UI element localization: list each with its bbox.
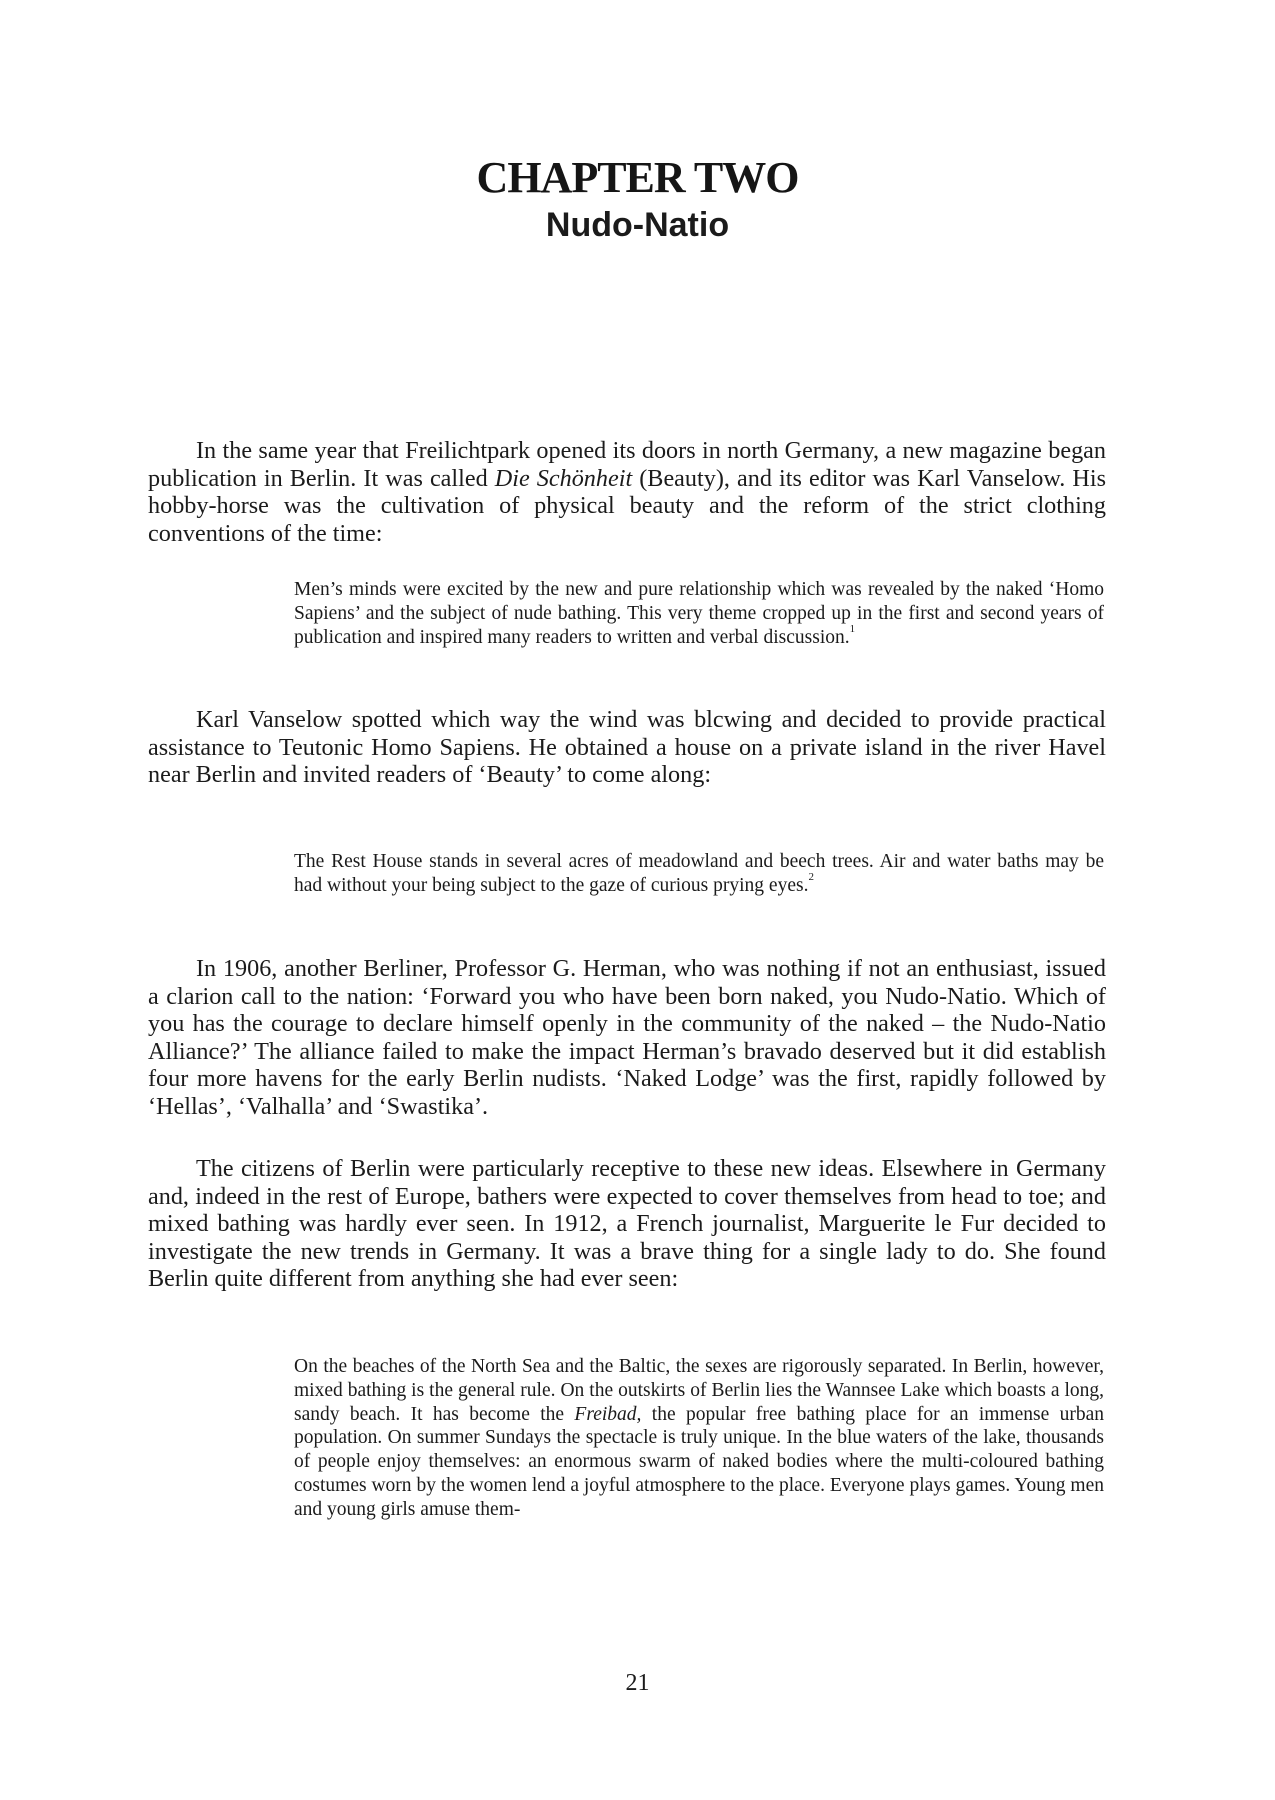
block-quote xyxy=(294,850,1104,898)
paragraph-text: Karl Vanselow spotted which way the wind was blcwing and decided to provide practical assistance to Teutonic Homo Sapiens. He obtained a house on a private island in the river Havel near Berlin and invited readers of ‘Beauty’ to come along: xyxy=(148,706,1106,788)
quote-text: Men’s minds were excited by the new and pure relationship which was revealed by the naked ‘Homo Sapiens’ and the subject of nude bathing. This very theme cropped up in the first and second years of publication and inspired many readers to written and verbal discussion. xyxy=(294,579,1104,648)
body-paragraph xyxy=(148,1155,1106,1293)
paragraph-text: In the same year that Freilichtpark opened its doors in north Germany, a new magazine began publication in Berlin. It was called xyxy=(148,437,1106,492)
page-number: 21 xyxy=(625,1670,650,1696)
italic-term: Freibad, xyxy=(574,1403,642,1425)
chapter-subtitle: Nudo-Natio xyxy=(545,206,730,244)
footnote-marker: 1 xyxy=(849,622,856,635)
block-quote xyxy=(294,578,1104,649)
chapter-title: CHAPTER TWO xyxy=(476,153,799,202)
chapter-heading xyxy=(0,152,1275,246)
block-quote xyxy=(294,1355,1104,1522)
body-paragraph xyxy=(148,955,1106,1120)
quote-text: the popular free bathing place for an immense urban population. On summer Sundays the spectacle is truly unique. In the blue waters of the lake, thousands of people enjoy themselves: an enormous swarm of naked bodies where the multi-coloured bathing costumes worn by the women lend a joyful atmosphere to the place. Everyone plays games. Young men and young girls amuse them- xyxy=(294,1403,1104,1520)
quote-text: On the beaches of the North Sea and the Baltic, the sexes are rigorously separated. In Berlin, however, mixed bathing is the general rule. On the outskirts of Berlin lies the Wannsee Lake which boasts a long, sandy beach. It has become the xyxy=(294,1356,1104,1425)
body-paragraph xyxy=(148,706,1106,789)
paragraph-text: The citizens of Berlin were particularly receptive to these new ideas. Elsewhere in Germany and, indeed in the rest of Europe, bathers were expected to cover themselves from head to toe; and mixed bathing was hardly ever seen. In 1912, a French journalist, Marguerite le Fur decided to investigate the new trends in Germany. It was a brave thing for a single lady to do. She found Berlin quite different from anything she had ever seen: xyxy=(148,1155,1106,1292)
magazine-title: Die Schönheit xyxy=(494,464,633,492)
paragraph-text: In 1906, another Berliner, Professor G. Herman, who was nothing if not an enthusiast, issued a clarion call to the nation: ‘Forward you who have been born naked, you Nudo-Natio. Which of you has the courage to declare himself openly in the community of the naked – the Nudo-Natio Alliance?’ The alliance failed to make the impact Herman’s bravado deserved but it did establish four more havens for the early Berlin nudists. ‘Naked Lodge’ was the first, rapidly followed by ‘Hellas’, ‘Valhalla’ and ‘Swastika’. xyxy=(148,955,1106,1120)
footnote-marker: 2 xyxy=(808,870,814,883)
quote-text: The Rest House stands in several acres of meadowland and beech trees. Air and water baths may be had without your being subject to the gaze of curious prying eyes. xyxy=(294,851,1104,896)
paragraph-text: (Beauty), and its editor was Karl Vanselow. His hobby-horse was the cultivation of physical beauty and the reform of the strict clothing conventions of the time: xyxy=(148,464,1106,547)
body-paragraph xyxy=(148,437,1106,547)
